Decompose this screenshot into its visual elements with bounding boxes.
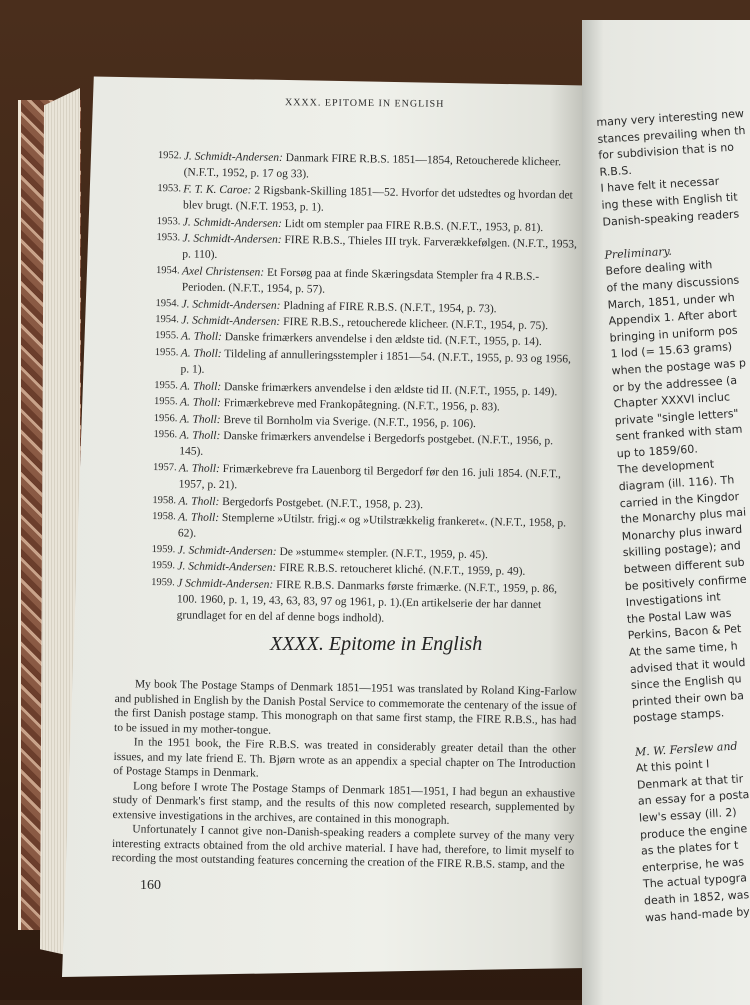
- entry-year: 1952.: [157, 149, 182, 162]
- entry-year: 1955.: [153, 396, 178, 408]
- text-line: as the plates for t: [640, 838, 739, 858]
- entry-author: A. Tholl:: [178, 511, 220, 524]
- text-line: up to 1859/60.: [616, 442, 699, 461]
- text-line: since the English qu: [630, 672, 742, 693]
- entry-author: J. Schmidt-Andersen:: [182, 232, 282, 246]
- entry-text: Breve til Bornholm via Sverige. (N.F.T., 1956, p. 106).: [223, 413, 477, 430]
- entry-author: A. Tholl:: [179, 396, 221, 410]
- entry-text: FIRE R.B.S. retoucheret kliché. (N.F.T., 1959, p. 49).: [279, 562, 526, 578]
- text-line: M. W. Ferslew and: [634, 739, 738, 759]
- entry-text: Frimærkebreve med Frankopåtegning. (N.F.T., 1956, p. 83).: [223, 397, 500, 414]
- text-line: stances prevailing when th: [597, 123, 746, 146]
- text-line: Appendix 1. After abort: [608, 306, 738, 328]
- entry-text: FIRE R.B.S., Thieles III tryk. Farverækkefølgen. (N.F.T., 1953, p. 110).: [182, 234, 578, 262]
- text-line: At this point I: [635, 757, 710, 775]
- text-line: R.B.S.: [599, 163, 633, 179]
- text-line: postage stamps.: [632, 706, 725, 726]
- paragraph: Long before I wrote The Postage Stamps of Denmark 1851—1951, I had begun an exhaustive study of Denmark's first stamp, and the results of this now completed research, supplemented by extensive investigations in the archives, are contained in this monograph.: [112, 779, 576, 827]
- text-line: skilling postage); and: [622, 539, 742, 560]
- running-head: XXXX. EPITOME IN ENGLISH: [284, 97, 445, 110]
- entry-author: J. Schmidt-Andersen:: [181, 314, 281, 329]
- text-line: At the same time, h: [628, 639, 739, 659]
- entry-text: Pladning af FIRE R.B.S. (N.F.T., 1954, p. 73).: [283, 299, 497, 315]
- text-line: The actual typogra: [642, 871, 748, 891]
- text-line: carried in the Kingdor: [619, 489, 740, 510]
- text-line: March, 1851, under wh: [607, 290, 735, 312]
- text-line: Monarchy plus inward: [621, 522, 743, 544]
- text-line: private "single letters": [614, 406, 739, 428]
- entry-year: 1959.: [151, 560, 176, 572]
- entry-year: 1955.: [154, 330, 179, 342]
- text-line: enterprise, he was: [641, 855, 745, 875]
- text-line: of the many discussions: [606, 273, 740, 295]
- entry-author: A. Tholl:: [180, 330, 223, 344]
- paragraph: My book The Postage Stamps of Denmark 1851—1951 was translated by Roland King-Farlow and published in English by the Danish Postal Service to commemorate the centenary of the issue of the first Danish postage stamp. This monograph on that same first stamp, the FIRE R.B.S., has had to be issued in my mother-tongue.: [114, 678, 577, 737]
- text-line: the Monarchy plus mai: [620, 505, 747, 527]
- text-line: or by the addressee (a: [612, 373, 738, 394]
- entry-author: J. Schmidt-Andersen:: [183, 150, 283, 164]
- entry-text: FIRE R.B.S., retoucherede klicheer. (N.F.T., 1954, p. 75).: [283, 316, 549, 333]
- text-line: The development: [617, 457, 715, 477]
- bibliography-list: [151, 148, 583, 630]
- text-line: Danish-speaking readers: [602, 207, 740, 229]
- entry-text: Danske frimærkers anvendelse i Bergedorfs postgebet. (N.F.T., 1956, p. 145).: [179, 429, 554, 459]
- entry-author: A. Tholl:: [179, 412, 221, 426]
- entry-author: J Schmidt-Andersen:: [177, 576, 274, 591]
- entry-text: Et Forsøg paa at finde Skæringsdata Stempler fra 4 R.B.S.-Perioden. (N.F.T., 1954, p. 57).: [181, 266, 540, 296]
- entry-text: Tildeling af annulleringsstempler i 1851—54. (N.F.T., 1955, p. 93 og 1956, p. 1).: [180, 347, 572, 377]
- text-line: Preliminary.: [604, 244, 673, 262]
- text-line: bringing in uniform pos: [609, 323, 738, 345]
- text-line: Investigations int: [625, 590, 722, 610]
- text-line: lew's essay (ill. 2): [638, 805, 738, 825]
- text-line: ing these with English tit: [601, 190, 738, 212]
- entry-text: Stemplerne »Utilstr. frigj.« og »Utilstrækkelig frankeret«. (N.F.T., 1958, p. 62).: [177, 511, 567, 540]
- entry-year: 1954.: [155, 264, 180, 277]
- entry-text: Danske frimærkers anvendelse i den ældste tid II. (N.F.T., 1955, p. 149).: [223, 380, 558, 398]
- entry-author: F. T. K. Caroe:: [183, 183, 252, 197]
- entry-year: 1953.: [157, 182, 182, 195]
- text-line: I have felt it necessar: [600, 174, 720, 196]
- entry-author: J. Schmidt-Andersen:: [177, 560, 277, 575]
- entry-year: 1953.: [156, 215, 181, 227]
- entry-text: De »stumme« stempler. (N.F.T., 1959, p. 45).: [279, 545, 489, 561]
- text-line: an essay for a posta: [637, 788, 750, 809]
- text-line: Denmark at that tir: [636, 772, 744, 792]
- entry-text: Lidt om stempler paa FIRE R.B.S. (N.F.T., 1953, p. 81).: [284, 217, 544, 234]
- entry-author: J. Schmidt-Andersen:: [181, 298, 281, 312]
- entry-author: A. Tholl:: [180, 380, 222, 393]
- entry-author: A. Tholl:: [178, 462, 220, 475]
- entry-text: 2 Rigsbank-Skilling 1851—52. Hvorfor det udstedtes og hvordan det blev brugt. (N.F.T. 1953, p. 1).: [183, 184, 573, 214]
- entry-year: 1954.: [155, 297, 180, 310]
- text-line: diagram (ill. 116). Th: [618, 473, 735, 494]
- entry-year: 1955.: [154, 346, 179, 359]
- text-line: produce the engine: [639, 821, 748, 842]
- entry-author: A. Tholl:: [179, 429, 221, 442]
- text-line: Perkins, Bacon & Pet: [627, 622, 742, 643]
- text-line: printed their own ba: [631, 688, 745, 709]
- entry-author: J. Schmidt-Andersen:: [177, 544, 277, 558]
- chapter-title: XXXX. Epitome in English: [270, 633, 483, 655]
- body-text: [112, 677, 577, 874]
- entry-author: J. Schmidt-Andersen:: [182, 216, 282, 230]
- text-line: sent franked with stam: [615, 422, 743, 444]
- entry-year: 1957.: [152, 461, 177, 474]
- text-line: the Postal Law was: [626, 606, 732, 626]
- paragraph: In the 1951 book, the Fire R.B.S. was treated in considerably greater detail than the other issues, and my late friend E. Th. Bjørn wrote as an appendix a special chapter on The Introduction of Postage Stamps in Denmark.: [113, 736, 576, 780]
- entry-text: FIRE R.B.S. Danmarks første frimærke. (N.F.T., 1959, p. 86, 100. 1960, p. 1, 19, 43, 63, 83, 97 og 1961, p. 1).(En artikelserie der har dannet grundlaget for en del af denne bogs indhold).: [176, 578, 558, 625]
- text-line: many very interesting new: [596, 106, 745, 129]
- entry-text: Frimærkebreve fra Lauenborg til Bergedorf før den 16. juli 1854. (N.F.T., 1957, p. 21).: [178, 462, 562, 492]
- entry-text: Danmark FIRE R.B.S. 1851—1854, Retoucherede klicheer. (N.F.T., 1952, p. 17 og 33).: [183, 152, 562, 181]
- paragraph: Unfortunately I cannot give non-Danish-speaking readers a complete survey of the many very interesting extracts obtained from the old archive material. I have had, therefore, to limit myself to recording the most outstanding features concerning the creation of the FIRE R.B.S. stamp, and the: [111, 823, 575, 872]
- entry-year: 1956.: [153, 428, 178, 441]
- text-line: Chapter XXXVI incluc: [613, 390, 731, 411]
- text-line: be positively confirme: [624, 572, 747, 593]
- entry-year: 1955.: [154, 379, 178, 392]
- entry-year: 1958.: [152, 494, 177, 506]
- text-line: was hand-made by: [644, 904, 750, 924]
- text-line: death in 1852, was: [643, 888, 750, 908]
- entry-author: Axel Christensen:: [181, 265, 265, 279]
- entry-year: 1956.: [153, 412, 178, 424]
- entry-year: 1954.: [155, 314, 180, 326]
- bibliography-entry: [151, 575, 577, 631]
- text-line: for subdivision that is no: [598, 140, 735, 163]
- text-line: Before dealing with: [605, 258, 713, 279]
- text-line: between different sub: [623, 555, 745, 577]
- text-line: when the postage was p: [611, 356, 747, 378]
- text-line: advised that it would: [629, 655, 746, 676]
- entry-year: 1953.: [156, 232, 181, 244]
- entry-author: A. Tholl:: [180, 347, 222, 360]
- entry-author: A. Tholl:: [178, 494, 220, 508]
- entry-text: Bergedorfs Postgebet. (N.F.T., 1958, p. 23).: [222, 495, 424, 511]
- page-number: 160: [140, 878, 161, 893]
- entry-year: 1959.: [151, 543, 176, 556]
- entry-year: 1959.: [151, 576, 175, 588]
- entry-text: Danske frimærkers anvendelse i den ældste tid. (N.F.T., 1955, p. 14).: [224, 331, 542, 349]
- text-line: 1 lod (= 15.63 grams): [610, 340, 733, 361]
- entry-year: 1958.: [152, 510, 176, 523]
